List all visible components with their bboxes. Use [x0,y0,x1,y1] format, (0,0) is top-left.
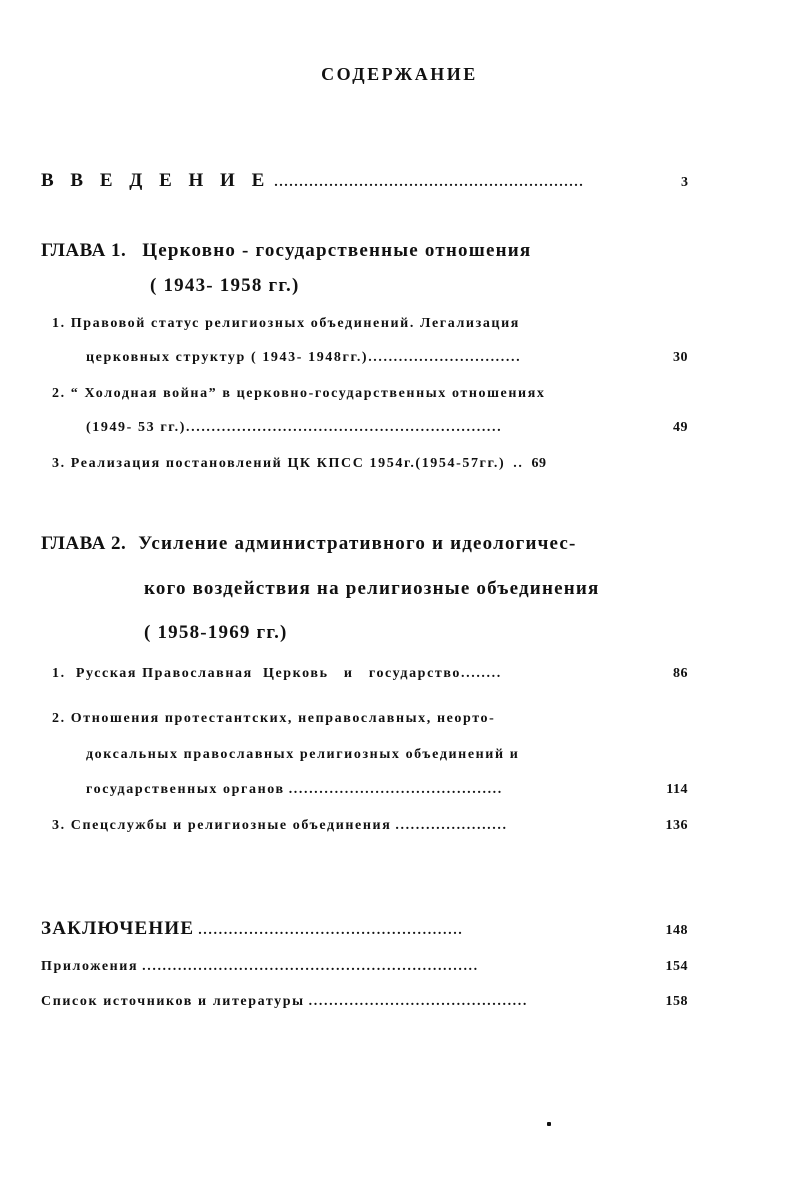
chapter-title: Усиление административного и идеологичес- [138,533,577,554]
toc-entry-section-1-2[interactable] [86,420,688,436]
page-number: 114 [666,782,688,797]
chapter-2-heading[interactable] [41,533,577,555]
entry-label: 1. Русская Православная Церковь и государство [52,666,462,681]
section-2-2-line2[interactable]: доксальных православных религиозных объединений и [86,747,520,762]
chapter-title: Церковно - государственные отношения [142,240,532,261]
leader-dots: ...................... [395,818,508,833]
section-1-2-line1[interactable]: 2. “ Холодная война” в церковно-государственных отношениях [52,386,546,401]
section-1-1-line1[interactable]: 1. Правовой статус религиозных объединений. Легализация [52,316,520,331]
leader-dots: .................................................................. [142,959,479,974]
page-number: 30 [673,350,688,365]
chapter-prefix: ГЛАВА 2. [41,533,127,554]
entry-label: церковных структур ( 1943- 1948гг.) [86,350,369,365]
chapter-prefix: ГЛАВА 1. [41,240,127,261]
page-number: 69 [531,456,547,471]
page-number: 154 [665,959,688,974]
leader-dots: .............................. [368,350,522,365]
leader-dots: .......................................... [288,782,503,797]
scan-speck [547,1122,551,1126]
entry-label: государственных органов [86,782,285,797]
entry-label: 3. Спецслужбы и религиозные объединения [52,818,392,833]
entry-label: В В Е Д Е Н И Е [41,170,271,191]
toc-entry-section-2-2[interactable] [86,782,688,798]
toc-entry-introduction[interactable] [41,170,688,192]
page-number: 49 [673,420,688,435]
leader-dots: ........ [461,666,502,681]
chapter-2-years: ( 1958-1969 гг.) [144,622,288,643]
leader-dots: .................................................... [198,923,464,938]
chapter-1-years: ( 1943- 1958 гг.) [150,275,300,296]
toc-entry-section-2-1[interactable] [52,666,688,682]
section-2-2-line1[interactable]: 2. Отношения протестантских, неправославных, неорто- [52,711,496,726]
page-title: СОДЕРЖАНИЕ [321,64,478,84]
toc-entry-section-2-3[interactable] [52,818,688,834]
leader-dots: .............................................................. [186,420,503,435]
entry-label: 3. Реализация постановлений ЦК КПСС 1954г.(1954-57гг.) [52,456,506,471]
page-number: 3 [681,175,688,190]
toc-entry-bibliography[interactable] [41,994,688,1010]
leader-dots: ........................................... [308,994,528,1009]
entry-label: Приложения [41,959,139,974]
page-number: 158 [665,994,688,1009]
toc-entry-conclusion[interactable] [41,918,688,940]
toc-entry-section-1-3[interactable] [52,456,688,472]
entry-label: (1949- 53 гг.) [86,420,187,435]
page-number: 136 [665,818,688,833]
toc-entry-appendices[interactable] [41,959,688,975]
page-number: 148 [665,923,688,938]
leader-dots: .............................................................. [274,175,585,190]
toc-entry-section-1-1[interactable] [86,350,688,366]
leader-dots: .. [513,456,524,471]
chapter-1-heading[interactable] [41,240,531,262]
entry-label: Список источников и литературы [41,994,305,1009]
entry-label: ЗАКЛЮЧЕНИЕ [41,918,195,939]
page-number: 86 [673,666,688,681]
chapter-2-title-line2: кого воздействия на религиозные объединения [144,578,600,599]
